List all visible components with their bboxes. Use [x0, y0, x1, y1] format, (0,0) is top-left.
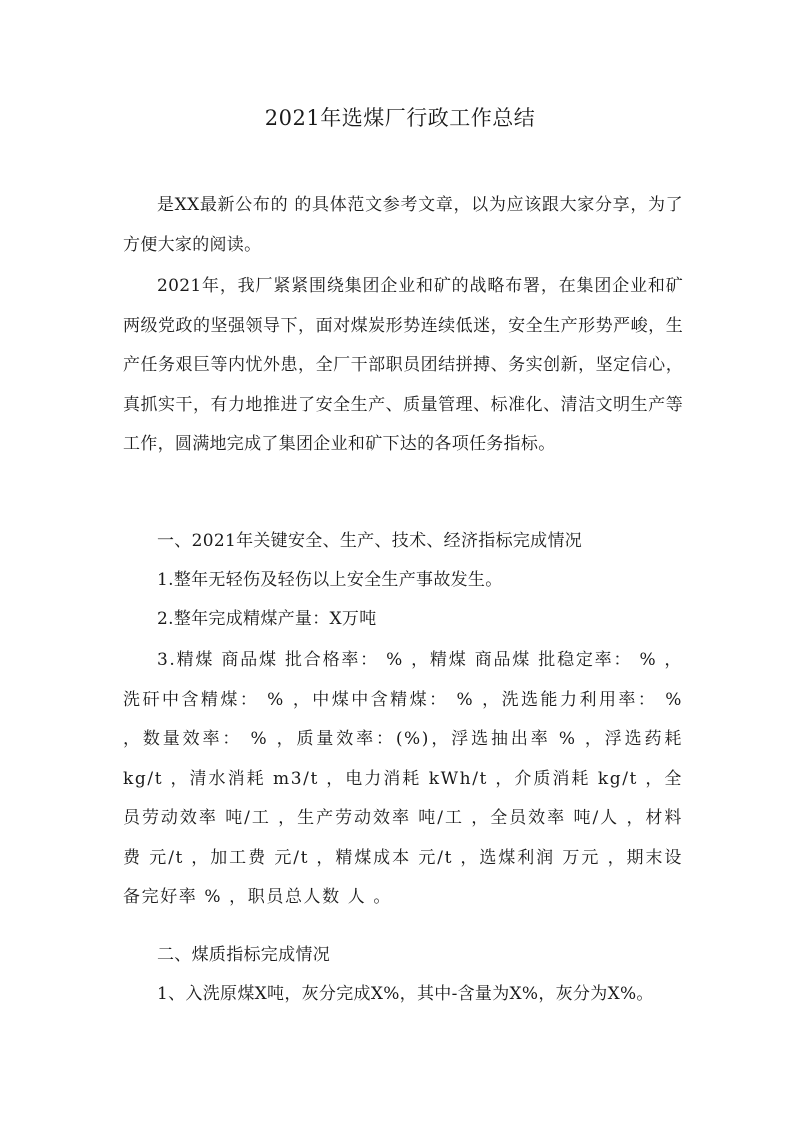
document-title: 2021年选煤厂行政工作总结 [264, 106, 536, 130]
list-item-safety: 1.整年无轻伤及轻伤以上安全生产事故发生。 [157, 570, 503, 590]
intro-paragraph: 是XX最新公布的 的具体范文参考文章，以为应该跟大家分享，为了方便大家的阅读。 [123, 195, 683, 255]
list-item-output: 2.整年完成精煤产量：X万吨 [157, 609, 377, 629]
summary-paragraph: 2021年，我厂紧紧围绕集团企业和矿的战略布署，在集团企业和矿两级党政的坚强领导下，面对煤炭形势连续低迷，安全生产形势严峻，生产任务艰巨等内忧外患，全厂干部职员团结拼搏、务实创新，坚定信心，真抓实干，有力地推进了安全生产、质量管理、标准化、清洁文明生产等工作，圆满地完成了集团企业和矿下达的各项任务指标。 [123, 276, 683, 454]
list-item-raw-coal: 1、入洗原煤X吨，灰分完成X%，其中-含量为X%，灰分为X%。 [157, 984, 654, 1004]
section-heading-indicators: 一、2021年关键安全、生产、技术、经济指标完成情况 [157, 531, 583, 551]
list-item-metrics: 3.精煤 商品煤 批合格率： % ，精煤 商品煤 批稳定率： % ，洗矸中含精煤： % ，中煤中含精煤： % ，洗选能力利用率： % ，数量效率： % ，质量效率：(%)，浮选抽出率 % ，浮选药耗 kg/t ，清水消耗 m3/t ，电力消耗 kWh/t ，介质消耗 kg/t ，全员劳动效率 吨/工 ，生产劳动效率 吨/工 ，全员效率 吨/人 ，材料费 元/t ，加工费 元/t ，精煤成本 元/t ，选煤利润 万元 ，期末设备完好率 % ，职员总人数 人 。 [123, 650, 683, 907]
section-heading-coal-quality: 二、煤质指标完成情况 [157, 945, 330, 965]
